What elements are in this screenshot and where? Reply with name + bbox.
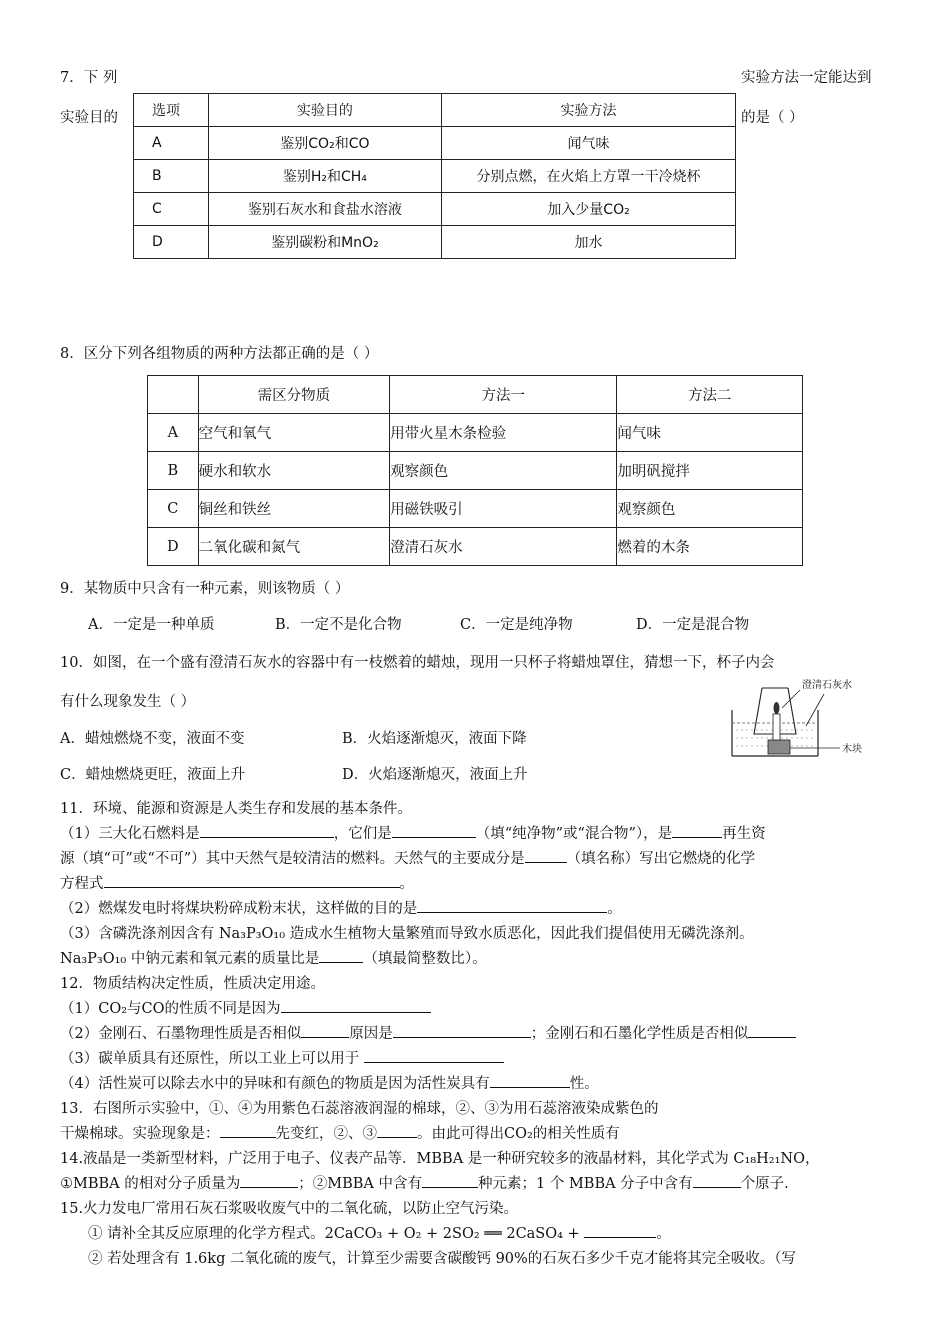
table-cell: 鉴别石灰水和食盐水溶液 bbox=[208, 193, 441, 226]
q9-stem: 9．某物质中只含有一种元素，则该物质（ ） bbox=[60, 581, 350, 597]
table-cell: 分别点燃，在火焰上方罩一干冷烧杯 bbox=[442, 160, 736, 193]
q13-line-2 bbox=[60, 1122, 620, 1143]
text: 源（填“可”或“不可”）其中天然气是较清洁的燃料。天然气的主要成分是 bbox=[60, 851, 525, 867]
text: （2）金刚石、石墨物理性质是否相似 bbox=[60, 1026, 302, 1042]
text: （填最简整数比）。 bbox=[363, 951, 487, 967]
blank[interactable] bbox=[584, 1223, 656, 1238]
blank[interactable] bbox=[392, 823, 476, 838]
blank[interactable] bbox=[240, 1173, 298, 1188]
q10-stem-2: 有什么现象发生（ ） bbox=[60, 694, 196, 710]
q12-part-3 bbox=[60, 1047, 504, 1068]
blank[interactable] bbox=[417, 898, 607, 913]
blank[interactable] bbox=[281, 998, 431, 1013]
blank[interactable] bbox=[377, 1123, 417, 1138]
q14-line-2 bbox=[60, 1172, 789, 1193]
table-row bbox=[134, 127, 736, 160]
table-cell: 加明矾搅拌 bbox=[617, 452, 803, 490]
q10-option-d: D．火焰逐渐熄灭，液面上升 bbox=[342, 767, 528, 783]
text: （填“纯净物”或“混合物”），是 bbox=[475, 826, 673, 842]
table-cell: 实验目的 bbox=[208, 94, 441, 127]
text: 。由此可得出CO₂的相关性质有 bbox=[417, 1126, 620, 1142]
q10-option-c: C．蜡烛燃烧更旺，液面上升 bbox=[60, 767, 246, 783]
q11-part-1-cont bbox=[60, 847, 755, 868]
table-cell: 实验方法 bbox=[442, 94, 736, 127]
table-cell: D bbox=[148, 528, 199, 566]
q10-stem-1: 10．如图，在一个盛有澄清石灰水的容器中有一枝燃着的蜡烛，现用一只杯子将蜡烛罩住，猜想一下，杯子内会 bbox=[60, 655, 775, 671]
q7-left-text: 实验目的 bbox=[60, 110, 118, 126]
blank[interactable] bbox=[748, 1023, 796, 1038]
q15-line-1: 15.火力发电厂常用石灰石浆吸收废气中的二氧化硫，以防止空气污染。 bbox=[60, 1201, 519, 1217]
table-cell: C bbox=[148, 490, 199, 528]
blank[interactable] bbox=[364, 1048, 504, 1063]
q7-table bbox=[133, 93, 736, 259]
table-cell: 方法一 bbox=[390, 376, 617, 414]
table-row bbox=[148, 528, 803, 566]
table-row bbox=[134, 193, 736, 226]
text: （1）CO₂与CO的性质不同是因为 bbox=[60, 1001, 281, 1017]
text: 性。 bbox=[569, 1076, 599, 1092]
q14-line-1: 14.液晶是一类新型材料，广泛用于电子、仪表产品等．MBBA 是一种研究较多的液晶材料，其化学式为 C₁₈H₂₁NO， bbox=[60, 1151, 820, 1167]
text: Na₃P₃O₁₀ 中钠元素和氧元素的质量比是 bbox=[60, 951, 320, 967]
blank[interactable] bbox=[200, 823, 334, 838]
table-cell: 空气和氧气 bbox=[198, 414, 390, 452]
blank[interactable] bbox=[672, 823, 722, 838]
table-cell: B bbox=[134, 160, 209, 193]
blank[interactable] bbox=[393, 1023, 531, 1038]
text: 。 bbox=[399, 876, 414, 892]
q7-tail: 的是（ ） bbox=[741, 110, 804, 126]
table-cell: 观察颜色 bbox=[390, 452, 617, 490]
text: ；金刚石和石墨化学性质是否相似 bbox=[530, 1026, 749, 1042]
table-cell: 闻气味 bbox=[442, 127, 736, 160]
table-cell: D bbox=[134, 226, 209, 259]
text: 先变红，②、③ bbox=[275, 1126, 377, 1142]
q9-option-b: B．一定不是化合物 bbox=[275, 617, 402, 633]
q13-line-1: 13．右图所示实验中，①、④为用紫色石蕊溶液润湿的棉球，②、③为用石蕊溶液染成紫色的 bbox=[60, 1101, 659, 1117]
figure-label: 澄清石灰水 bbox=[802, 680, 852, 691]
q9-option-a: A．一定是一种单质 bbox=[88, 617, 215, 633]
table-cell: 燃着的木条 bbox=[617, 528, 803, 566]
blank[interactable] bbox=[525, 848, 567, 863]
text: 个原子. bbox=[740, 1176, 789, 1192]
table-cell: 方法二 bbox=[617, 376, 803, 414]
text: ，它们是 bbox=[333, 826, 392, 842]
q12-stem: 12．物质结构决定性质，性质决定用途。 bbox=[60, 976, 325, 992]
text: （2）燃煤发电时将煤块粉碎成粉末状，这样做的目的是 bbox=[60, 901, 418, 917]
table-cell: A bbox=[148, 414, 199, 452]
blank[interactable] bbox=[693, 1173, 741, 1188]
text: ① 请补全其反应原理的化学方程式。2CaCO₃ + O₂ + 2SO₂ ══ 2CaSO₄ + bbox=[88, 1226, 580, 1242]
table-cell: 铜丝和铁丝 bbox=[198, 490, 390, 528]
q12-part-1 bbox=[60, 997, 431, 1018]
blank[interactable] bbox=[104, 873, 400, 888]
table-cell: 闻气味 bbox=[617, 414, 803, 452]
table-cell: 硬水和软水 bbox=[198, 452, 390, 490]
text: 种元素；1 个 MBBA 分子中含有 bbox=[478, 1176, 693, 1192]
table-cell: 鉴别CO₂和CO bbox=[208, 127, 441, 160]
q15-line-2 bbox=[88, 1222, 671, 1243]
q10-option-a: A．蜡烛燃烧不变，液面不变 bbox=[60, 731, 245, 747]
table-cell: B bbox=[148, 452, 199, 490]
text: 原因是 bbox=[349, 1026, 393, 1042]
table-cell: 鉴别碳粉和MnO₂ bbox=[208, 226, 441, 259]
text: （3）碳单质具有还原性，所以工业上可以用于 bbox=[60, 1051, 360, 1067]
table-cell: 澄清石灰水 bbox=[390, 528, 617, 566]
table-cell: 观察颜色 bbox=[617, 490, 803, 528]
table-cell bbox=[148, 376, 199, 414]
table-cell: 用磁铁吸引 bbox=[390, 490, 617, 528]
text: 再生资 bbox=[722, 826, 766, 842]
blank[interactable] bbox=[220, 1123, 276, 1138]
text: （4）活性炭可以除去水中的异味和有颜色的物质是因为活性炭具有 bbox=[60, 1076, 490, 1092]
table-header-row bbox=[134, 94, 736, 127]
q10-candle-figure bbox=[720, 668, 900, 764]
q9-option-c: C．一定是纯净物 bbox=[460, 617, 573, 633]
q11-part-3: （3）含磷洗涤剂因含有 Na₃P₃O₁₀ 造成水生植物大量繁殖而导致水质恶化，因此我们提倡使用无磷洗涤剂。 bbox=[60, 926, 754, 942]
text: 。 bbox=[607, 901, 622, 917]
q7-lead: 7．下 列 bbox=[60, 70, 118, 86]
q11-part-3-cont bbox=[60, 947, 487, 968]
table-row bbox=[148, 452, 803, 490]
table-cell: C bbox=[134, 193, 209, 226]
text: ；②MBBA 中含有 bbox=[298, 1176, 422, 1192]
q12-part-4 bbox=[60, 1072, 599, 1093]
table-row bbox=[134, 160, 736, 193]
q10-option-b: B．火焰逐渐熄灭，液面下降 bbox=[342, 731, 527, 747]
table-cell: 加水 bbox=[442, 226, 736, 259]
table-cell: 二氧化碳和氮气 bbox=[198, 528, 390, 566]
table-cell: 用带火星木条检验 bbox=[390, 414, 617, 452]
table-cell: 加入少量CO₂ bbox=[442, 193, 736, 226]
figure-label: 木块 bbox=[842, 744, 862, 755]
q15-line-3: ② 若处理含有 1.6kg 二氧化硫的废气，计算至少需要含碳酸钙 90%的石灰石多少千克才能将其完全吸收。（写 bbox=[88, 1251, 797, 1267]
q12-part-2 bbox=[60, 1022, 796, 1043]
table-row bbox=[148, 490, 803, 528]
table-cell: 选项 bbox=[134, 94, 209, 127]
q8-table bbox=[147, 375, 803, 566]
blank[interactable] bbox=[319, 948, 363, 963]
table-header-row bbox=[148, 376, 803, 414]
q11-part-1 bbox=[60, 822, 766, 843]
q11-stem: 11．环境、能源和资源是人类生存和发展的基本条件。 bbox=[60, 801, 412, 817]
q7-right-text: 实验方法一定能达到 bbox=[741, 70, 872, 86]
q8-stem: 8．区分下列各组物质的两种方法都正确的是（ ） bbox=[60, 346, 379, 362]
text: （1）三大化石燃料是 bbox=[60, 826, 200, 842]
q9-option-d: D．一定是混合物 bbox=[636, 617, 750, 633]
table-row bbox=[148, 414, 803, 452]
blank[interactable] bbox=[422, 1173, 478, 1188]
table-cell: A bbox=[134, 127, 209, 160]
text: 方程式 bbox=[60, 876, 104, 892]
table-cell: 需区分物质 bbox=[198, 376, 390, 414]
blank[interactable] bbox=[301, 1023, 349, 1038]
text: ①MBBA 的相对分子质量为 bbox=[60, 1176, 241, 1192]
q11-part-2 bbox=[60, 897, 622, 918]
text: （填名称）写出它燃烧的化学 bbox=[566, 851, 756, 867]
q11-part-1-equation bbox=[60, 872, 414, 893]
blank[interactable] bbox=[490, 1073, 570, 1088]
table-cell: 鉴别H₂和CH₄ bbox=[208, 160, 441, 193]
text: 。 bbox=[656, 1226, 671, 1242]
table-row bbox=[134, 226, 736, 259]
text: 干燥棉球。实验现象是： bbox=[60, 1126, 220, 1142]
